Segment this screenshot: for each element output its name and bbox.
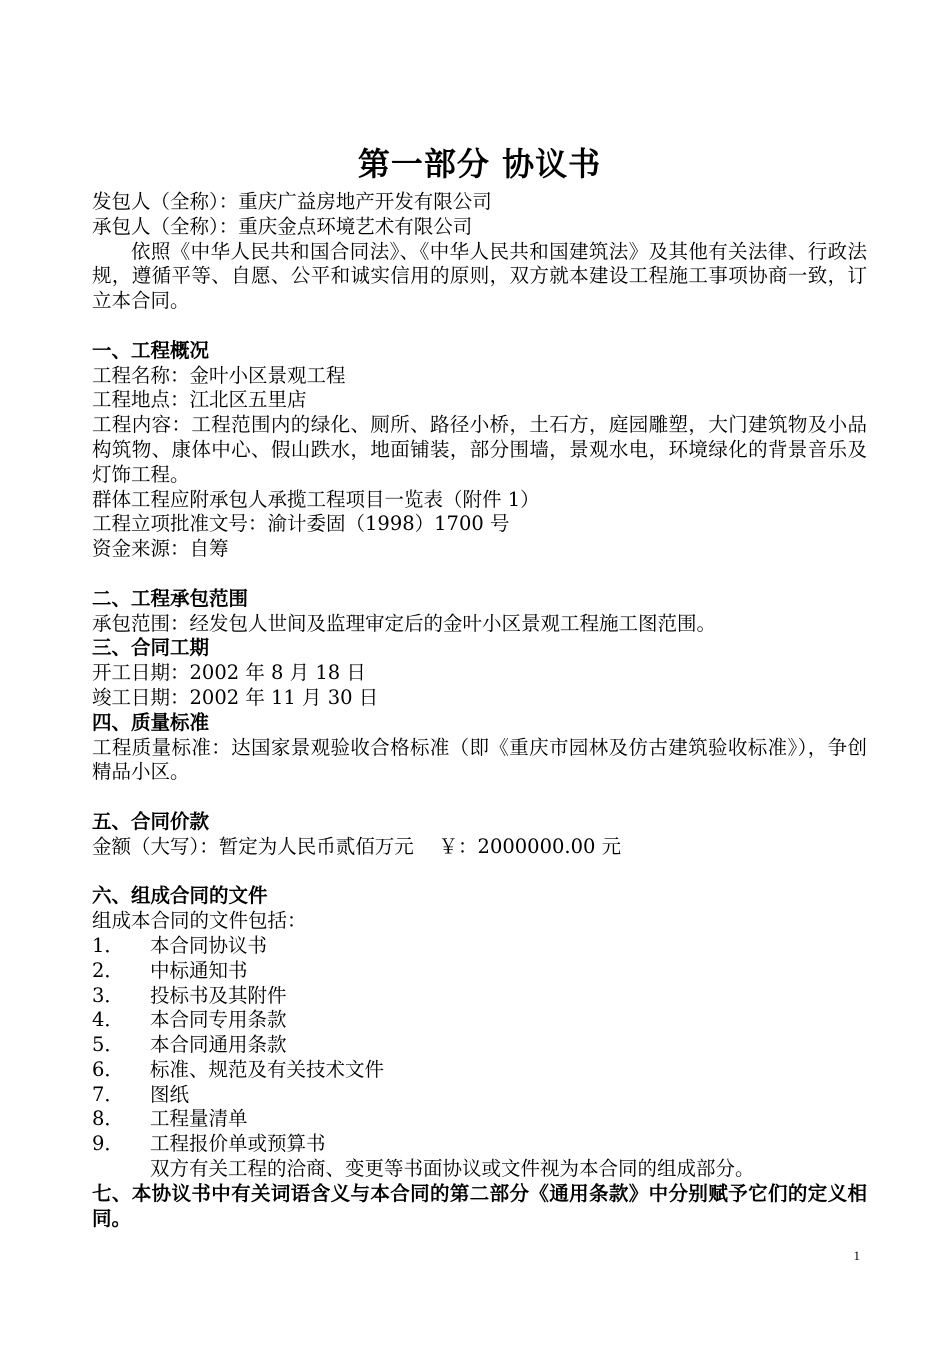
start-date: 开工日期：2002 年 8 月 18 日 [92,661,366,685]
section-6-heading: 六、组成合同的文件 [92,884,268,908]
list-number: 7． [92,1082,124,1106]
list-item [92,1033,867,1058]
list-text: 工程量清单 [150,1107,248,1131]
document-page [92,140,867,1231]
list-number: 1． [92,933,124,957]
end-date: 竣工日期：2002 年 11 月 30 日 [92,685,379,709]
list-text: 标准、规范及有关技术文件 [150,1057,385,1081]
spacer [92,785,867,810]
project-approval: 工程立项批准文号：渝计委固（1998）1700 号 [92,512,510,536]
quality-standard: 工程质量标准：达国家景观验收合格标准（即《重庆市园林及仿古建筑验收标准》），争创精品小区。 [92,735,867,784]
contract-amount: 金额（大写）：暂定为人民币贰佰万元 ￥：2000000.00 元 [92,834,622,858]
section-5-heading: 五、合同价款 [92,809,210,833]
employer-line: 发包人（全称）：重庆广益房地产开发有限公司 [92,190,492,213]
documents-list [92,934,867,1157]
list-item [92,1058,867,1083]
section-4-heading: 四、质量标准 [92,710,210,734]
section-2-heading: 二、工程承包范围 [92,586,249,610]
project-group: 群体工程应附承包人承揽工程项目一览表（附件 1） [92,487,540,511]
list-item [92,1008,867,1033]
list-item [92,1083,867,1108]
section-3-heading: 三、合同工期 [92,636,210,660]
project-name: 工程名称：金叶小区景观工程 [92,363,346,387]
section-1-heading: 一、工程概况 [92,338,210,362]
list-text: 本合同专用条款 [150,1008,287,1032]
list-number: 4． [92,1008,124,1032]
list-item [92,934,867,959]
intro-paragraph: 依照《中华人民共和国合同法》、《中华人民共和国建筑法》及其他有关法律、行政法规，遵循平等、自愿、公平和诚实信用的原则，双方就本建设工程施工事项协商一致，订立本合同。 [92,239,867,313]
list-number: 5． [92,1033,124,1057]
list-text: 图纸 [150,1082,190,1106]
list-text: 工程报价单或预算书 [150,1132,326,1156]
project-location: 工程地点：江北区五里店 [92,388,307,412]
list-number: 2． [92,958,124,982]
documents-lead: 组成本合同的文件包括： [92,909,307,933]
spacer [92,860,867,885]
list-number: 9． [92,1132,124,1156]
page-title: 第一部分 协议书 [357,145,602,183]
list-item [92,1107,867,1132]
contractor-line: 承包人（全称）：重庆金点环境艺术有限公司 [92,214,473,238]
list-text: 投标书及其附件 [150,983,287,1007]
list-text: 本合同通用条款 [150,1033,287,1057]
section-7-heading: 七、本协议书中有关词语含义与本合同的第二部分《通用条款》中分别赋予它们的定义相同。 [92,1181,867,1230]
page-number: 1 [853,1248,860,1263]
list-text: 本合同协议书 [150,933,268,957]
list-number: 3． [92,983,124,1007]
list-item [92,984,867,1009]
contract-scope: 承包范围：经发包人世间及监理审定后的金叶小区景观工程施工图范围。 [92,611,717,635]
list-item [92,959,867,984]
project-funding: 资金来源：自筹 [92,537,229,561]
project-content: 工程内容：工程范围内的绿化、厕所、路径小桥，土石方，庭园雕塑，大门建筑物及小品构筑物、康体中心、假山跌水，地面铺装，部分围墙，景观水电，环境绿化的背景音乐及灯饰工程。 [92,413,867,486]
list-text: 中标通知书 [150,958,248,982]
spacer [92,562,867,587]
list-number: 6． [92,1057,124,1081]
spacer [92,314,867,339]
documents-note: 双方有关工程的洽商、变更等书面协议或文件视为本合同的组成部分。 [150,1157,755,1181]
list-number: 8． [92,1107,124,1131]
list-item [92,1132,867,1157]
